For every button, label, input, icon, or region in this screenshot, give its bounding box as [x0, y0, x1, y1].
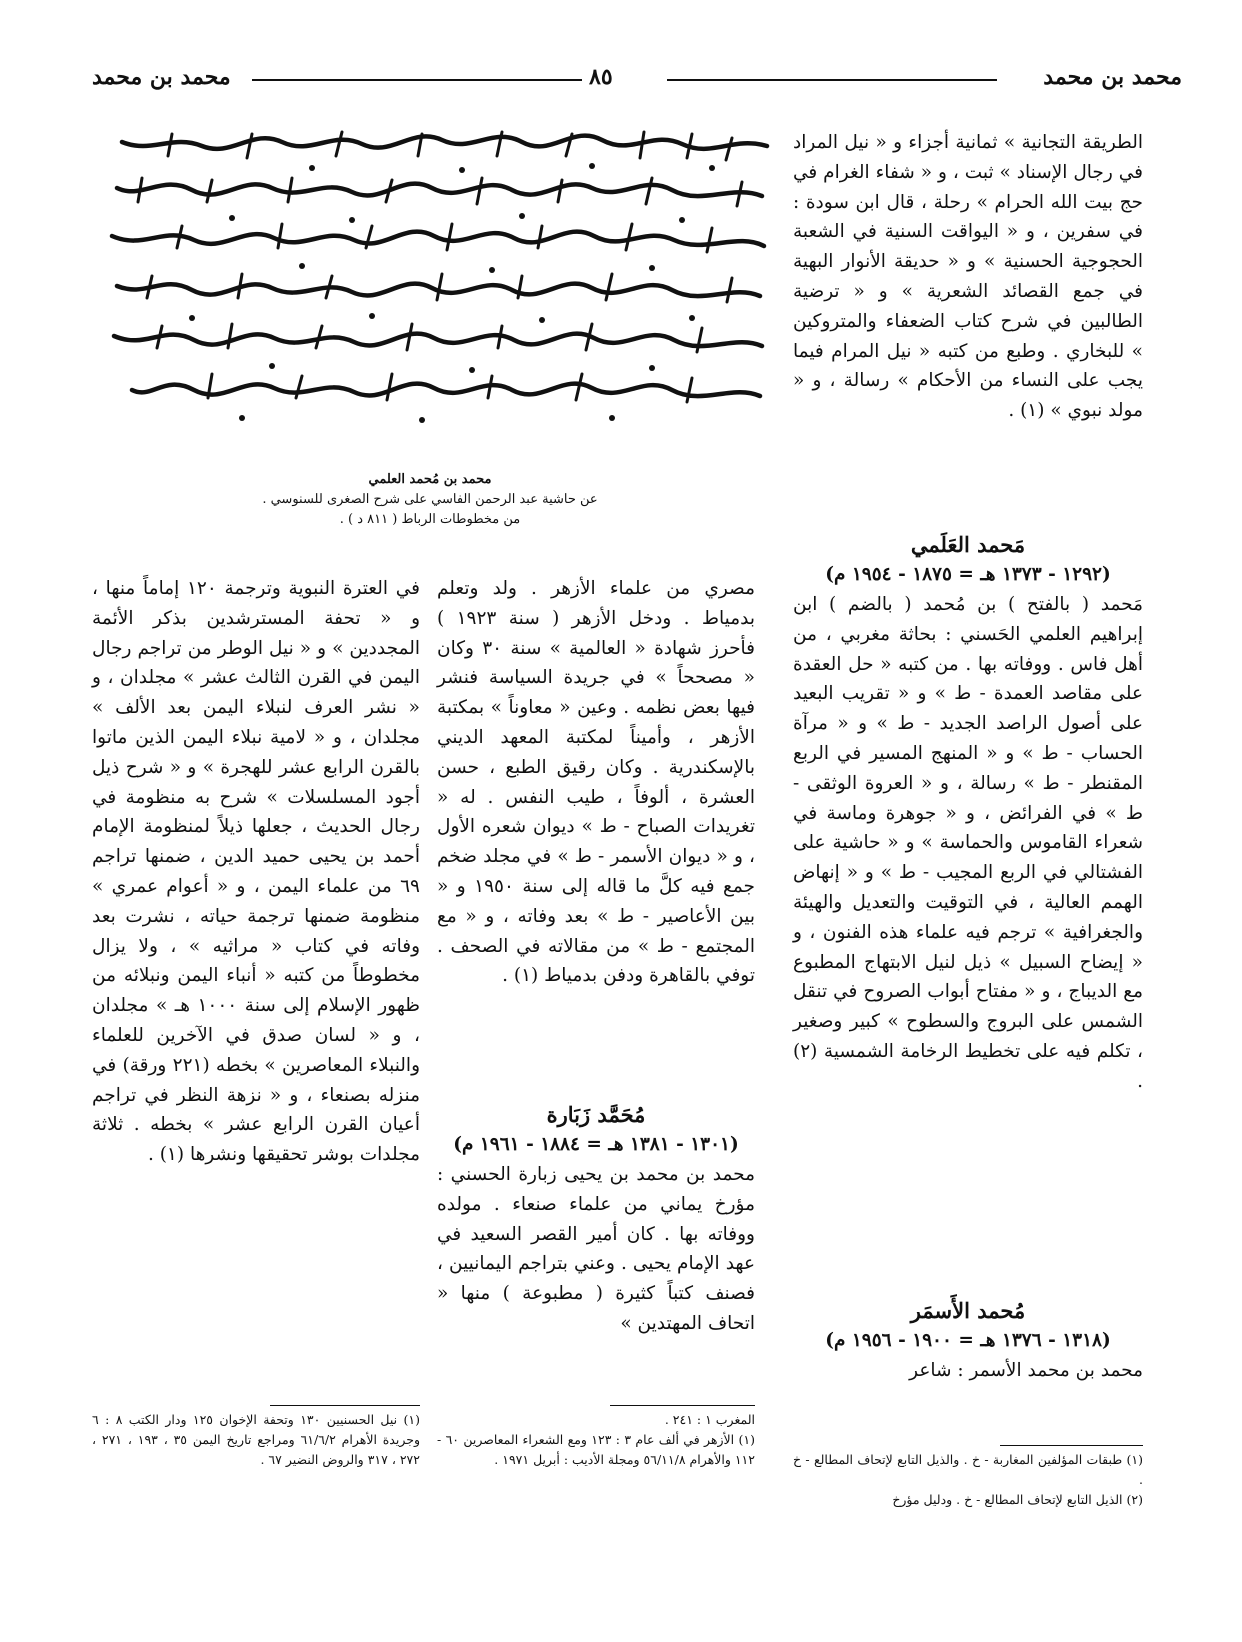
manuscript-image: [92, 128, 777, 446]
middle-column-body: مصري من علماء الأزهر . ولد وتعلم بدمياط . ودخل الأزهر ( سنة ١٩٢٣ ) فأحرز شهادة « العالمية » سنة ٣٠ وكان « مصححاً » في جريدة السياسة فنشر فيها بعض نظمه . وعين « معاوناً » بمكتبة الأزهر ، وأميناً لمكتبة المعهد الديني بالإسكندرية . وكان رقيق الطبع ، حسن العشرة ، ألوفاً ، طيب النفس . له « تغريدات الصباح - ط » ديوان شعره الأول ، و « ديوان الأسمر - ط » في مجلد ضخم جمع فيه كلَّ ما قاله إلى سنة ١٩٥٠ و « بين الأعاصير - ط » بعد وفاته ، و « مع المجتمع - ط » من مقالاته في الصحف . توفي بالقاهرة ودفن بدمياط (١) .: [437, 578, 755, 987]
entry-dates-al-asmar: (١٣١٨ - ١٣٧٦ هـ = ١٩٠٠ - ١٩٥٦ م): [825, 1330, 1111, 1351]
footnote-middle-1: المغرب ١ : ٢٤١ .: [664, 1412, 755, 1427]
left-column-body: في العترة النبوية وترجمة ١٢٠ إماماً منها ، و « تحفة المسترشدين بذكر الأئمة المجددين » و « نيل الوطر من تراجم رجال اليمن في القرن الثالث عشر » مجلدان ، و « نشر العرف لنبلاء اليمن بعد الألف » مجلدان ، و « لامية نبلاء اليمن الذين ماتوا بالقرن الرابع عشر للهجرة » و « شرح ذيل أجود المسلسلات » شرح به منظومة في رجال الحديث ، جعلها ذيلاً لمنظومة الإمام أحمد بن يحيى حميد الدين ، ضمنها تراجم ٦٩ من علماء اليمن ، و « أعوام عمري » منظومة ضمنها ترجمة حياته ، نشرت بعد وفاته في كتاب « مراثيه » ، ولا يزال مخطوطاً من كتبه « أنباء اليمن ونبلائه من ظهور الإسلام إلى سنة ١٠٠٠ هـ » مجلدان ، و « لسان صدق في الآخرين للعلماء والنبلاء المعاصرين » بخطه (٢٢١ ورقة) في منزله بصنعاء ، و « نزهة النظر في تراجم أعيان القرن الرابع عشر » بخطه . ثلاثة مجلدات بوشر تحقيقها ونشرها (١) .: [92, 578, 421, 1166]
page-number: ٨٥: [589, 64, 613, 90]
entry-body-zabara: محمد بن محمد بن يحيى زبارة الحسني : مؤرخ يماني من علماء صنعاء . مولده ووفاته بها . كان أمير القصر السعيد في عهد الإمام يحيى . وعني بتراجم اليمانيين ، فصنف كتباً كثيرة ( مطبوعة ) منها « اتحاف المهتدين »: [437, 1164, 755, 1334]
entry-al-asmar: [793, 1296, 1143, 1386]
footnote-rule-middle: [610, 1405, 755, 1406]
footnote-right-1: (١) طبقات المؤلفين المغاربة - خ . والذيل التابع لإتحاف المطالع - خ .: [793, 1452, 1143, 1487]
running-header: [92, 64, 1182, 100]
entry-dates-al-alami: (١٢٩٢ - ١٣٧٣ هـ = ١٨٧٥ - ١٩٥٤ م): [825, 564, 1111, 585]
right-column-intro: الطريقة التجانية » ثمانية أجزاء و « نيل المراد في رجال الإسناد » ثبت ، و « شفاء الغرام في حج بيت الله الحرام » رحلة ، قال ابن سودة : في سفرين ، و « اليواقت السنية في الشعبة الحجوجية الحسنية » و « حديقة الأنوار البهية في جمع القصائد الشعرية » و « ترضية الطالبين في شرح كتاب الضعفاء والمتروكين » للبخاري . وطبع من كتبه « نيل المرام فيما يجب على النساء من الأحكام » رسالة ، و « مولد نبوي » (١) .: [793, 132, 1143, 422]
image-caption: [150, 470, 710, 530]
footnotes-left: [92, 1410, 420, 1470]
entry-title-zabara: مُحَمَّد زَبَارة: [546, 1102, 646, 1127]
entry-title-al-asmar: مُحمد الأَسمَر: [910, 1298, 1026, 1323]
footnotes-right: [793, 1450, 1143, 1510]
entry-body-al-alami: مَحمد ( بالفتح ) بن مُحمد ( بالضم ) ابن إبراهيم العلمي الحَسني : بحاثة مغربي ، من أهل فاس . ووفاته بها . من كتبه « حل العقدة على مقاصد العمدة - ط » و « تقريب البعيد على أصول الراصد الجديد - ط » و « مرآة الحساب - ط » و « المنهج المسير في الربع المقنطر - ط » رسالة ، و « العروة الوثقى - ط » في الفرائض ، و « جوهرة وماسة في شعراء القاموس والحماسة » و « حاشية على الفشتالي في الربع المجيب - ط » و « إنهاض الهمم العالية ، في التوقيت والتعديل والهيئة والجغرافية » ترجم فيه علماء هذه الفنون ، و « إيضاح السبيل » ذيل لنيل الابتهاج المطبوع مع الديباج ، و « مفتاح أبواب الصروح في تنقل الشمس على البروج والسطوح » كبير وصغير ، تكلم فيه على تخطيط الرخامة الشمسية (٢) .: [793, 594, 1143, 1092]
footnote-left-1: (١) نيل الحسنيين ١٣٠ وتحفة الإخوان ١٢٥ ودار الكتب ٨ : ٦ وجريدة الأهرام ٦١/٦/٢ ومراجع تاريخ اليمن ٣٥ ، ١٩٣ ، ٢٧١ ، ٢٧٢ ، ٣١٧ والروض النضير ٦٧ .: [92, 1412, 421, 1467]
header-rule-left: [252, 79, 582, 81]
footnote-middle-2: (١) الأزهر في ألف عام ٣ : ١٢٣ ومع الشعراء المعاصرين ٦٠ - ١١٢ والأهرام ٥٦/١١/٨ ومجلة الأديب : أبريل ١٩٧١ .: [437, 1432, 755, 1467]
middle-column: [437, 574, 755, 991]
entry-al-alami: [793, 530, 1143, 1097]
footnote-rule-right: [1000, 1445, 1143, 1446]
caption-source: عن حاشية عبد الرحمن الفاسي على شرح الصغرى للسنوسي .: [262, 492, 598, 507]
header-rule-right: [667, 79, 997, 81]
caption-archive: من مخطوطات الرباط ( ٨١١ د ) .: [339, 512, 521, 527]
header-right-title: محمد بن محمد: [1043, 64, 1182, 90]
footnotes-middle: [437, 1410, 755, 1470]
entry-title-al-alami: مَحمد العَلَمي: [910, 532, 1026, 557]
footnote-rule-left: [270, 1405, 420, 1406]
caption-name: محمد بن مُحمد العلمي: [368, 472, 492, 487]
right-column: [793, 128, 1143, 426]
entry-dates-zabara: (١٣٠١ - ١٣٨١ هـ = ١٨٨٤ - ١٩٦١ م): [453, 1134, 739, 1155]
entry-body-al-asmar: محمد بن محمد الأسمر : شاعر: [909, 1360, 1143, 1381]
left-column: [92, 574, 420, 1170]
footnote-right-2: (٢) الذيل التابع لإتحاف المطالع - خ . ودليل مؤرخ: [892, 1492, 1143, 1507]
header-left-title: محمد بن محمد: [92, 64, 231, 90]
entry-zabara: [437, 1100, 755, 1339]
